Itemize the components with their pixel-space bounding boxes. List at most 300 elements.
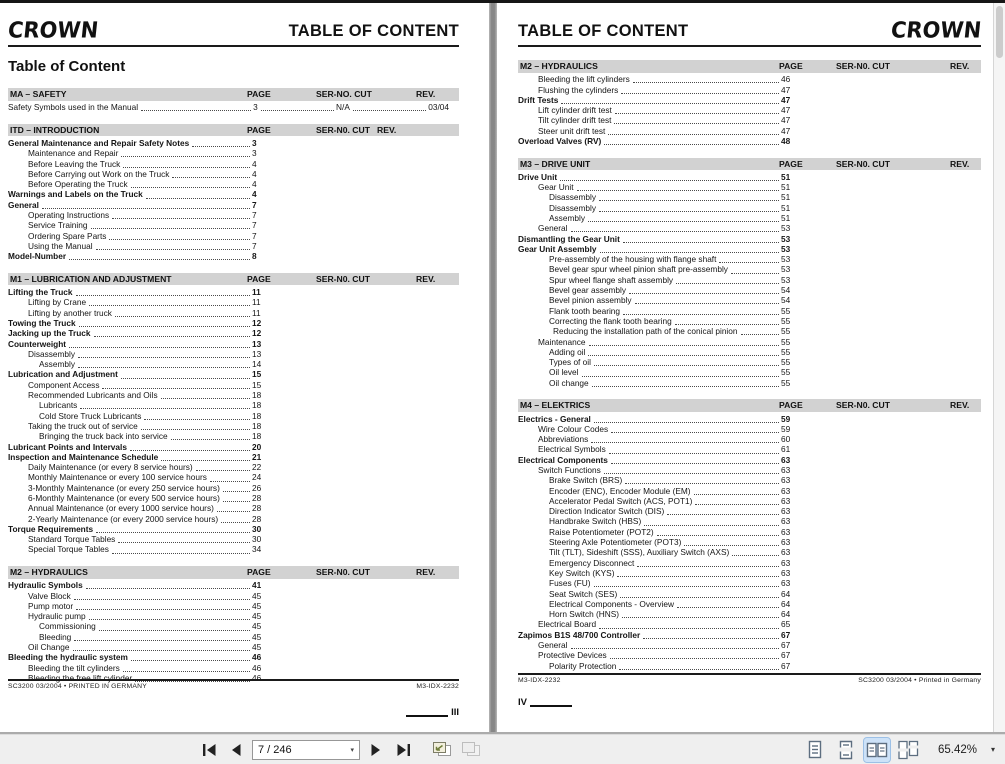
toc-entry-page-number: 15 xyxy=(252,379,262,390)
toc-row xyxy=(8,581,280,591)
dot-leader xyxy=(611,432,779,433)
toc-entry-page-number: 63 xyxy=(781,567,791,578)
dot-leader xyxy=(161,398,250,399)
toc-row xyxy=(518,568,809,578)
toc-entry-page-number: 15 xyxy=(252,369,262,380)
toc-entry-label: Bleeding the tilt cylinders xyxy=(28,662,120,673)
toc-entry-label: Taking the truck out of service xyxy=(28,420,138,431)
toc-entry-page-number: 30 xyxy=(252,534,262,545)
toc-entry-label: Correcting the flank tooth bearing xyxy=(549,315,672,326)
next-page-button[interactable] xyxy=(365,739,387,761)
toc-entry-label: Towing the Truck xyxy=(8,317,76,328)
toc-entry-page-number: 18 xyxy=(252,400,262,411)
section-header-bar xyxy=(518,399,981,412)
dot-leader xyxy=(146,198,250,199)
dot-leader xyxy=(614,123,779,124)
toc-entry-page-number: 47 xyxy=(781,84,791,95)
toc-entry-label: Recommended Lubricants and Oils xyxy=(28,390,158,401)
pdf-page-right xyxy=(497,3,993,732)
toc-entry-page-number: 7 xyxy=(252,220,257,231)
toc-entry-rev: 03/04 xyxy=(428,102,449,113)
section-header-bar xyxy=(518,158,981,171)
toc-entry-page-number: 53 xyxy=(781,233,791,244)
footer-doc-code: M3-IDX-2232 xyxy=(416,683,459,690)
last-page-button[interactable] xyxy=(392,739,414,761)
toc-row xyxy=(8,308,280,318)
toc-entry-page-number: 4 xyxy=(252,168,257,179)
toc-entry-label: Encoder (ENC), Encoder Module (EM) xyxy=(549,485,691,496)
toc-row xyxy=(8,329,280,339)
dot-leader xyxy=(130,450,250,451)
footer-doc-code: M3-IDX-2232 xyxy=(518,677,561,684)
dot-leader xyxy=(121,378,250,379)
dot-leader xyxy=(667,514,779,515)
dot-leader xyxy=(76,609,250,610)
toc-entry-page-number: 51 xyxy=(781,182,791,193)
toc-row xyxy=(518,609,809,619)
dot-leader xyxy=(622,617,779,618)
toc-entry-page-number: 41 xyxy=(252,580,262,591)
section-title: M3 – DRIVE UNIT xyxy=(520,158,591,169)
toc-entry-page-number: 4 xyxy=(252,179,257,190)
toc-entry-label: Lift cylinder drift test xyxy=(538,105,612,116)
toc-entry-page-number: 8 xyxy=(252,251,257,262)
dot-leader xyxy=(217,511,250,512)
header-rule xyxy=(8,45,459,47)
dot-leader xyxy=(78,367,250,368)
toc-row xyxy=(8,442,280,452)
toc-entry-label: Seat Switch (SES) xyxy=(549,588,618,599)
toc-entry-page-number: 3 xyxy=(252,148,257,159)
toc-entry-label: Ordering Spare Parts xyxy=(28,230,107,241)
dot-leader xyxy=(633,82,779,83)
toc-entry-page-number: 11 xyxy=(252,287,261,298)
toc-entry-label: Torque Requirements xyxy=(8,523,94,534)
toc-row xyxy=(8,421,280,431)
toc-entry-page-number: 46 xyxy=(781,74,791,85)
toc-entry-label: Flushing the cylinders xyxy=(538,84,619,95)
dot-leader xyxy=(619,669,779,670)
toc-entry-page-number: 67 xyxy=(781,629,791,640)
dot-leader xyxy=(611,463,779,464)
previous-page-icon xyxy=(230,744,242,756)
combobox-caret-icon: ▾ xyxy=(350,746,354,754)
toc-row xyxy=(8,179,280,189)
toc-row xyxy=(8,591,280,601)
header-rule xyxy=(518,45,981,47)
toc-entry-page-number: 55 xyxy=(781,326,791,337)
toc-entry-label: Lubrication and Adjustment xyxy=(8,369,118,380)
toc-row xyxy=(518,75,809,85)
toc-row xyxy=(518,630,809,640)
toc-section xyxy=(518,399,981,671)
toc-entry-label: 6-Monthly Maintenance (or every 500 service hours) xyxy=(28,493,220,503)
toc-row xyxy=(8,452,280,462)
toc-entry-page-number: 53 xyxy=(781,223,791,234)
toc-entry-label: Maintenance xyxy=(538,336,586,347)
toc-entry-page-number: 46 xyxy=(252,662,262,673)
toc-entry-page-number: 3 xyxy=(253,102,258,113)
toc-entry-page-number: 55 xyxy=(781,377,791,388)
dot-leader xyxy=(695,504,779,505)
toc-entry-label: Oil change xyxy=(549,377,589,388)
toc-entry-label: Counterweight xyxy=(8,338,67,349)
toc-entry-page-number: 18 xyxy=(252,431,262,442)
running-header-title: TABLE OF CONTENT xyxy=(518,22,689,40)
folio-number: III xyxy=(451,707,459,718)
toc-entry-page-number: 47 xyxy=(781,115,791,126)
toc-entry-label: Spur wheel flange shaft assembly xyxy=(549,274,674,285)
toc-row xyxy=(8,159,280,169)
toc-row xyxy=(518,506,809,516)
toc-entry-label: Types of oil xyxy=(549,357,591,368)
toc-row xyxy=(518,589,809,599)
dot-leader xyxy=(571,231,779,232)
toc-entry-page-number: 55 xyxy=(781,357,791,368)
toc-entry-page-number: 4 xyxy=(252,158,257,169)
page-header xyxy=(518,13,981,41)
toc-row xyxy=(518,558,809,568)
toc-entry-label: Bevel pinion assembly xyxy=(549,295,632,306)
toc-entry-page-number: 53 xyxy=(781,243,791,254)
dot-leader xyxy=(644,525,779,526)
toc-entry-page-number: 47 xyxy=(781,125,791,136)
zoom-level-value[interactable]: 65.42% xyxy=(937,743,977,756)
facing-pages-layout-button[interactable] xyxy=(864,738,890,762)
toc-row xyxy=(8,653,280,663)
toc-row xyxy=(8,210,280,220)
toc-row xyxy=(518,234,809,244)
next-view-button[interactable] xyxy=(460,739,482,761)
toc-entry-page-number: 55 xyxy=(781,305,791,316)
dot-leader xyxy=(69,259,250,260)
page-gap-divider xyxy=(489,3,497,732)
toc-row xyxy=(518,599,809,609)
dot-leader xyxy=(171,439,250,440)
toc-row xyxy=(518,265,809,275)
dot-leader xyxy=(608,134,779,135)
previous-view-button[interactable] xyxy=(431,739,453,761)
dot-leader xyxy=(94,336,250,337)
toc-row xyxy=(518,527,809,537)
section-title: M2 – HYDRAULICS xyxy=(10,567,88,578)
toc-row xyxy=(8,601,280,611)
page-header xyxy=(8,13,459,41)
section-header-bar xyxy=(8,273,459,286)
dot-leader xyxy=(609,453,779,454)
toc-entry-label: Zapimos B1S 48/700 Controller xyxy=(518,629,641,640)
toc-entry-label: Valve Block xyxy=(28,590,71,601)
dot-leader xyxy=(102,388,250,389)
toc-entry-label: Monthly Maintenance or every 100 service hours xyxy=(28,472,207,483)
dot-leader xyxy=(80,408,250,409)
toc-row xyxy=(518,579,809,589)
toc-row xyxy=(8,504,280,514)
toc-entry-label: Standard Torque Tables xyxy=(28,534,116,545)
crown-logo: CROWN xyxy=(889,17,983,43)
toc-entry-page-number: 45 xyxy=(252,631,262,642)
toc-entry-page-number: 53 xyxy=(781,254,791,265)
toc-entry-page-number: 54 xyxy=(781,285,791,296)
toc-row xyxy=(518,203,809,213)
toc-entry-label: Hydraulic pump xyxy=(28,611,86,622)
dot-leader xyxy=(223,491,250,492)
toc-entry-label: Bleeding xyxy=(39,631,72,642)
toc-entry-label: Tilt (TLT), Sideshift (SSS), Auxiliary Switch (AXS) xyxy=(549,547,730,558)
toc-entry-label: Handbrake Switch (HBS) xyxy=(549,516,642,527)
toc-sections-left xyxy=(8,88,459,684)
toc-section xyxy=(518,60,981,147)
toc-row xyxy=(8,252,280,262)
toc-entry-page-number: 64 xyxy=(781,598,791,609)
toc-entry-page-number: 46 xyxy=(252,672,262,683)
dot-leader xyxy=(196,470,250,471)
toc-entry-label: General xyxy=(8,199,39,210)
first-page-button[interactable] xyxy=(198,739,220,761)
toc-entry-label: Component Access xyxy=(28,379,100,390)
page-number-combobox[interactable] xyxy=(252,740,360,760)
dot-leader xyxy=(96,532,250,533)
toc-entry-label: 2-Yearly Maintenance (or every 2000 service hours) xyxy=(28,513,219,524)
column-header-rev: REV. xyxy=(950,400,970,411)
toc-row xyxy=(8,169,280,179)
toc-row xyxy=(518,651,809,661)
toc-row xyxy=(518,244,809,254)
dot-leader xyxy=(86,588,250,589)
toc-entry-label: Protective Devices xyxy=(538,650,607,661)
toc-entry-page-number: 63 xyxy=(781,506,791,517)
toc-row xyxy=(8,200,280,210)
dot-leader xyxy=(610,658,779,659)
toc-entry-label: Gear Unit Assembly xyxy=(518,243,597,254)
last-page-icon xyxy=(396,744,411,756)
toc-entry-page-number: 59 xyxy=(781,413,791,424)
toc-entry-label: Disassembly xyxy=(549,192,597,203)
toc-entry-page-number: 28 xyxy=(252,503,262,514)
column-header-serno-cut: SER-N0. CUT xyxy=(316,124,370,135)
toc-entry-page-number: 28 xyxy=(252,493,262,503)
dot-leader xyxy=(89,619,250,620)
toc-row xyxy=(8,149,280,159)
toc-entry-label: Electrical Components - Overview xyxy=(549,598,674,609)
toc-entry-page-number: 13 xyxy=(252,338,262,349)
dot-leader xyxy=(261,110,334,111)
dot-leader xyxy=(74,599,250,600)
toc-row xyxy=(8,611,280,621)
dot-leader xyxy=(629,293,779,294)
toc-row xyxy=(518,414,809,424)
dot-leader xyxy=(625,483,779,484)
toc-entry-label: General xyxy=(538,640,568,651)
dot-leader xyxy=(599,628,779,629)
toc-entry-label: Lifting the Truck xyxy=(8,287,73,298)
toc-entry-label: Polarity Protection xyxy=(549,660,617,671)
toc-row xyxy=(8,390,280,400)
toc-row xyxy=(518,126,809,136)
toc-heading: Table of Content xyxy=(8,58,126,75)
section-header-bar xyxy=(8,566,459,579)
dot-leader xyxy=(141,429,250,430)
toc-row xyxy=(518,486,809,496)
toc-entry-page-number: 63 xyxy=(781,526,791,537)
page-footer xyxy=(8,679,459,690)
toc-entry-page-number: 63 xyxy=(781,557,791,568)
toc-entry-page-number: 46 xyxy=(252,652,262,663)
toc-entry-label: Switch Functions xyxy=(538,465,601,475)
column-header-page: PAGE xyxy=(247,89,271,99)
toc-entry-page-number: 48 xyxy=(781,135,791,146)
toc-entry-label: Lifting by Crane xyxy=(28,297,87,308)
toc-row xyxy=(518,327,809,337)
dot-leader xyxy=(123,671,250,672)
toc-entry-label: Electrical Components xyxy=(518,454,608,465)
toc-entry-label: Tilt cylinder drift test xyxy=(538,115,612,126)
single-page-layout-icon xyxy=(806,740,824,760)
toc-section xyxy=(8,273,459,555)
toc-entry-page-number: 63 xyxy=(781,537,791,548)
toc-row xyxy=(8,380,280,390)
toc-entry-page-number: 51 xyxy=(781,202,791,213)
dot-leader xyxy=(172,177,250,178)
toc-entry-label: Overload Valves (RV) xyxy=(518,135,602,146)
toc-entry-label: Bevel gear assembly xyxy=(549,285,627,296)
dot-leader xyxy=(620,597,779,598)
toc-entry-page-number: 63 xyxy=(781,578,791,589)
toc-entry-page-number: 12 xyxy=(252,328,262,339)
dot-leader xyxy=(141,110,251,111)
toc-entry-page-number: 45 xyxy=(252,611,262,622)
continuous-facing-layout-button[interactable] xyxy=(895,738,921,762)
toc-entry-page-number: 18 xyxy=(252,420,262,431)
toc-entry-page-number: 63 xyxy=(781,495,791,506)
column-header-serno-cut: SER-N0. CUT xyxy=(836,400,890,411)
toc-entry-page-number: 45 xyxy=(252,642,262,653)
toc-entry-label: Horn Switch (HNS) xyxy=(549,609,620,620)
dot-leader xyxy=(223,501,250,502)
section-title: ITD – INTRODUCTION xyxy=(10,124,100,135)
toc-entry-page-number: 21 xyxy=(252,451,262,462)
toc-entry-page-number: 63 xyxy=(781,547,791,558)
toc-entry-page-number: 18 xyxy=(252,390,262,401)
dot-leader xyxy=(621,93,779,94)
dot-leader xyxy=(89,305,250,306)
next-page-icon xyxy=(370,744,382,756)
toc-row xyxy=(518,172,809,182)
toc-entry-label: Oil Change xyxy=(28,642,70,653)
scrollbar-thumb[interactable] xyxy=(996,6,1003,58)
dot-leader xyxy=(591,442,779,443)
toc-row xyxy=(8,632,280,642)
toc-row xyxy=(8,221,280,231)
toc-row xyxy=(8,359,280,369)
toc-entry-page-number: 20 xyxy=(252,441,262,452)
toc-row xyxy=(518,275,809,285)
toc-entry-page-number: 51 xyxy=(781,171,791,182)
toc-entry-label: Adding oil xyxy=(549,346,586,357)
zoom-dropdown-caret-icon[interactable]: ▾ xyxy=(990,745,995,754)
dot-leader xyxy=(577,190,779,191)
dot-leader xyxy=(582,376,779,377)
toc-entry-label: Oil level xyxy=(549,367,579,378)
footer-right-text: SC3200 03/2004 • Printed in Germany xyxy=(858,677,981,684)
dot-leader xyxy=(684,545,779,546)
toc-entry-label: Before Carrying out Work on the Truck xyxy=(28,168,170,179)
toc-entry-label: Bleeding the hydraulic system xyxy=(8,652,128,663)
pdf-document-area xyxy=(0,3,1005,732)
continuous-facing-layout-icon xyxy=(897,740,919,760)
dot-leader xyxy=(637,566,779,567)
dot-leader xyxy=(600,252,779,253)
previous-page-button[interactable] xyxy=(225,739,247,761)
dot-leader xyxy=(560,180,779,181)
dot-leader xyxy=(118,542,250,543)
toc-entry-label: Key Switch (KYS) xyxy=(549,567,615,578)
toc-row xyxy=(8,432,280,442)
page-number-value: 7 / 246 xyxy=(258,743,292,756)
section-title: M2 – HYDRAULICS xyxy=(520,61,598,71)
toc-entry-label: Drive Unit xyxy=(518,171,558,182)
continuous-layout-icon xyxy=(837,740,855,760)
toc-entry-page-number: 18 xyxy=(252,410,262,421)
toc-row xyxy=(8,663,280,673)
toc-row xyxy=(518,517,809,527)
toc-entry-page-number: 7 xyxy=(252,199,257,210)
dot-leader xyxy=(604,144,779,145)
vertical-scrollbar[interactable] xyxy=(993,3,1005,732)
toc-entry-label: Dismantling the Gear Unit xyxy=(518,233,620,244)
toc-entry-page-number: 65 xyxy=(781,619,791,630)
toc-entry-label: Operating Instructions xyxy=(28,210,110,221)
toc-entry-label: Disassembly xyxy=(549,202,597,213)
viewer-status-bar xyxy=(0,735,1005,764)
page-navigation-group xyxy=(198,739,482,761)
toc-entry-page-number: 45 xyxy=(252,600,262,611)
section-header-bar xyxy=(8,88,459,101)
toc-row xyxy=(518,357,809,367)
continuous-layout-button[interactable] xyxy=(833,738,859,762)
dot-leader xyxy=(604,473,779,474)
dot-leader xyxy=(571,648,779,649)
toc-row xyxy=(518,548,809,558)
toc-entry-page-number: 30 xyxy=(252,523,262,534)
toc-row xyxy=(8,138,280,148)
toc-entry-label: Bleeding the lift cylinders xyxy=(538,74,630,85)
toc-entry-page-number: 53 xyxy=(781,264,791,275)
toc-row xyxy=(8,318,280,328)
dot-leader xyxy=(588,221,779,222)
toc-row xyxy=(518,445,809,455)
toc-entry-label: Safety Symbols used in the Manual xyxy=(8,102,139,113)
dot-leader xyxy=(99,630,250,631)
toc-row xyxy=(518,496,809,506)
dot-leader xyxy=(42,208,250,209)
toc-entry-page-number: 45 xyxy=(252,590,262,601)
toc-entry-label: Emergency Disconnect xyxy=(549,557,635,568)
dot-leader xyxy=(599,211,779,212)
toc-entry-page-number: 51 xyxy=(781,192,791,203)
toc-entry-page-number: 55 xyxy=(781,367,791,378)
toc-row xyxy=(518,182,809,192)
column-header-serno-cut: SER-N0. CUT xyxy=(836,61,890,71)
toc-row xyxy=(8,493,280,503)
toc-row xyxy=(8,231,280,241)
toc-entry-label: Bevel gear spur wheel pinion shaft pre-assembly xyxy=(549,264,728,275)
dot-leader xyxy=(121,156,250,157)
page-number-folio xyxy=(518,697,572,708)
single-page-layout-button[interactable] xyxy=(802,738,828,762)
toc-entry-label: Electrical Board xyxy=(538,619,597,630)
toc-section xyxy=(8,124,459,262)
